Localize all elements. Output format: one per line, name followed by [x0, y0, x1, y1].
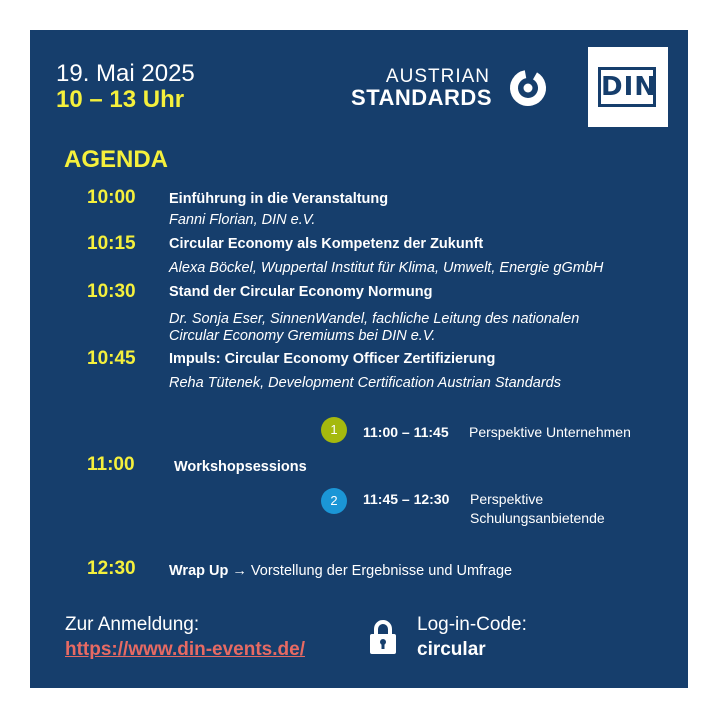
- session-number-badge: 2: [321, 488, 347, 514]
- arrow-right-icon: →: [232, 563, 247, 579]
- wrap-up-text: Vorstellung der Ergebnisse und Umfrage: [250, 563, 513, 579]
- agenda-item-time: 10:15: [87, 233, 136, 254]
- event-time-range: 10 – 13 Uhr: [56, 86, 185, 113]
- agenda-item-title: Impuls: Circular Economy Officer Zertifizierung: [169, 351, 496, 367]
- agenda-item-time: 10:45: [87, 348, 136, 369]
- session-time: 11:45 – 12:30: [363, 491, 450, 507]
- login-code-value: circular: [417, 639, 486, 660]
- agenda-item-time: 12:30: [87, 558, 136, 579]
- registration-label: Zur Anmeldung:: [65, 614, 200, 635]
- login-code-label: Log-in-Code:: [417, 614, 527, 635]
- austrian-standards-logo-top: AUSTRIAN: [385, 66, 490, 87]
- austrian-standards-logo-bottom: STANDARDS: [351, 85, 492, 110]
- event-date: 19. Mai 2025: [56, 60, 195, 87]
- wrap-up-line: [169, 563, 512, 579]
- din-logo: [588, 47, 668, 127]
- austrian-standards-ring-icon: [508, 68, 548, 108]
- session-label: Schulungsanbietende: [470, 510, 605, 526]
- event-flyer: [30, 30, 688, 688]
- agenda-item-speaker: Dr. Sonja Eser, SinnenWandel, fachliche Leitung des nationalen: [169, 311, 580, 327]
- agenda-item-speaker: Alexa Böckel, Wuppertal Institut für Klima, Umwelt, Energie gGmbH: [169, 260, 604, 276]
- lock-icon: [368, 618, 398, 656]
- din-logo-text: DIN: [598, 67, 656, 107]
- agenda-item-speaker: Reha Tütenek, Development Certification Austrian Standards: [169, 375, 561, 391]
- agenda-item-title: Workshopsessions: [174, 459, 307, 475]
- agenda-item-title: Stand der Circular Economy Normung: [169, 284, 433, 300]
- agenda-item-speaker: Circular Economy Gremiums bei DIN e.V.: [169, 328, 436, 344]
- agenda-item-title: Einführung in die Veranstaltung: [169, 191, 389, 207]
- registration-link[interactable]: https://www.din-events.de/: [65, 639, 305, 660]
- agenda-item-speaker: Fanni Florian, DIN e.V.: [169, 212, 316, 228]
- wrap-up-title: Wrap Up: [169, 563, 229, 579]
- agenda-item-time: 10:30: [87, 281, 136, 302]
- agenda-heading: AGENDA: [64, 146, 169, 173]
- session-label: Perspektive: [470, 491, 544, 507]
- agenda-item-time: 10:00: [87, 187, 136, 208]
- agenda-item-time: 11:00: [87, 454, 135, 475]
- session-time: 11:00 – 11:45: [363, 424, 449, 440]
- agenda-item-title: Circular Economy als Kompetenz der Zukunft: [169, 236, 484, 252]
- session-number-badge: 1: [321, 417, 347, 443]
- austrian-standards-logo: [338, 66, 548, 112]
- session-label: Perspektive Unternehmen: [469, 424, 631, 440]
